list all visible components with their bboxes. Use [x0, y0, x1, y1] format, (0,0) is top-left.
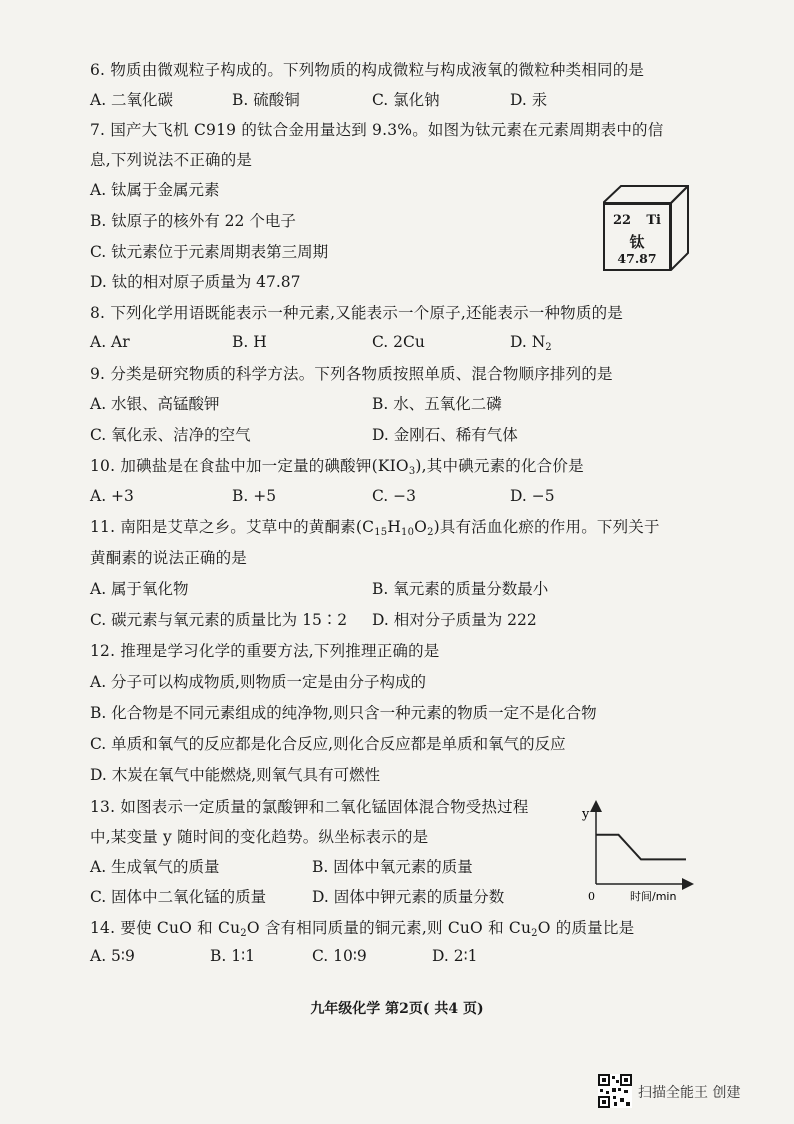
q8-stem: 8. 下列化学用语既能表示一种元素,又能表示一个原子,还能表示一种物质的是 [90, 304, 623, 322]
q13-option-d: D. 固体中钾元素的质量分数 [312, 888, 505, 906]
q10-option-b: B. +5 [232, 487, 277, 505]
q10-option-a: A. +3 [90, 487, 134, 505]
q10-option-c: C. −3 [372, 487, 417, 505]
q11-option-d: D. 相对分子质量为 222 [372, 611, 537, 629]
q14-option-d: D. 2∶1 [432, 947, 478, 965]
q9-stem: 9. 分类是研究物质的科学方法。下列各物质按照单质、混合物顺序排列的是 [90, 365, 613, 383]
q9-option-d: D. 金刚石、稀有气体 [372, 426, 518, 444]
q12-option-b: B. 化合物是不同元素组成的纯净物,则只含一种元素的物质一定不是化合物 [90, 704, 597, 722]
element-tile-face [603, 203, 671, 271]
q9-option-c: C. 氧化汞、洁净的空气 [90, 426, 251, 444]
q12-option-d: D. 木炭在氧气中能燃烧,则氧气具有可燃性 [90, 766, 381, 784]
q13-option-c: C. 固体中二氧化锰的质量 [90, 888, 267, 906]
q7-option-a: A. 钛属于金属元素 [90, 181, 220, 199]
page-footer: 九年级化学 第2页( 共4 页) [310, 1001, 484, 1017]
q6-option-c: C. 氯化钠 [372, 91, 440, 109]
atomic-number: 22 [613, 213, 632, 228]
q7-stem-line1: 7. 国产大飞机 C919 的钛合金用量达到 9.3%。如图为钛元素在元素周期表中的信 [90, 121, 664, 139]
q13-option-b: B. 固体中氧元素的质量 [312, 858, 473, 876]
q7-option-b: B. 钛原子的核外有 22 个电子 [90, 212, 296, 230]
q14-option-c: C. 10∶9 [312, 947, 367, 965]
q6-option-d: D. 汞 [510, 91, 548, 109]
q13-stem-line2: 中,某变量 y 随时间的变化趋势。纵坐标表示的是 [90, 828, 429, 846]
x-axis-label: 时间/min [630, 890, 677, 903]
q9-option-b: B. 水、五氧化二磷 [372, 395, 502, 413]
q10-stem: 10. 加碘盐是在食盐中加一定量的碘酸钾$(KIO_3)$,其中碘元素的化合价是 [90, 457, 584, 477]
q11-stem-line2: 黄酮素的说法正确的是 [90, 549, 248, 567]
q6-option-b: B. 硫酸铜 [232, 91, 300, 109]
q8-option-c: C. 2Cu [372, 333, 425, 351]
y-axis-label: y [582, 807, 590, 822]
element-name: 钛 [629, 233, 645, 251]
q10-option-d: D. −5 [510, 487, 555, 505]
element-tile-titanium [603, 185, 689, 271]
q11-option-a: A. 属于氧化物 [90, 580, 189, 598]
q8-option-a: A. Ar [90, 333, 130, 351]
q7-option-d: D. 钛的相对原子质量为 47.87 [90, 273, 301, 291]
q11-option-c: C. 碳元素与氧元素的质量比为 15∶2 [90, 611, 348, 629]
q8-option-b: B. H [232, 333, 267, 351]
q9-option-a: A. 水银、高锰酸钾 [90, 395, 220, 413]
origin-label: 0 [588, 890, 595, 903]
q14-option-b: B. 1∶1 [210, 947, 256, 965]
element-symbol: Ti [646, 213, 661, 228]
q12-option-a: A. 分子可以构成物质,则物质一定是由分子构成的 [90, 673, 426, 691]
q14-option-a: A. 5∶9 [90, 947, 135, 965]
q6-stem: 6. 物质由微观粒子构成的。下列物质的构成微粒与构成液氧的微粒种类相同的是 [90, 61, 645, 79]
data-series-line [596, 835, 686, 860]
q8-option-d: D. $N_2$ [510, 333, 552, 353]
q13-line-graph [574, 800, 694, 908]
q12-stem: 12. 推理是学习化学的重要方法,下列推理正确的是 [90, 642, 440, 660]
q7-option-c: C. 钛元素位于元素周期表第三周期 [90, 243, 329, 261]
q6-option-a: A. 二氧化碳 [90, 91, 174, 109]
atomic-mass: 47.87 [617, 251, 657, 266]
q14-stem: 14. 要使 CuO 和 $Cu_2O$ 含有相同质量的铜元素,则 CuO 和 $Cu_2O$ 的质量比是 [90, 919, 635, 939]
q11-stem-line1: 11. 南阳是艾草之乡。艾草中的黄酮素$(C_{15}H_{10}O_2)$具有活血化瘀的作用。下列关于 [90, 518, 660, 538]
q7-stem-line2: 息,下列说法不正确的是 [90, 151, 253, 169]
q12-option-c: C. 单质和氧气的反应都是化合反应,则化合反应都是单质和氧气的反应 [90, 735, 566, 753]
q11-option-b: B. 氧元素的质量分数最小 [372, 580, 549, 598]
q13-option-a: A. 生成氧气的质量 [90, 858, 220, 876]
scanner-watermark [598, 1072, 788, 1112]
watermark-text: 扫描全能王 创建 [638, 1085, 741, 1101]
qr-code-icon [598, 1074, 632, 1108]
q13-stem-line1: 13. 如图表示一定质量的氯酸钾和二氧化锰固体混合物受热过程 [90, 798, 529, 816]
